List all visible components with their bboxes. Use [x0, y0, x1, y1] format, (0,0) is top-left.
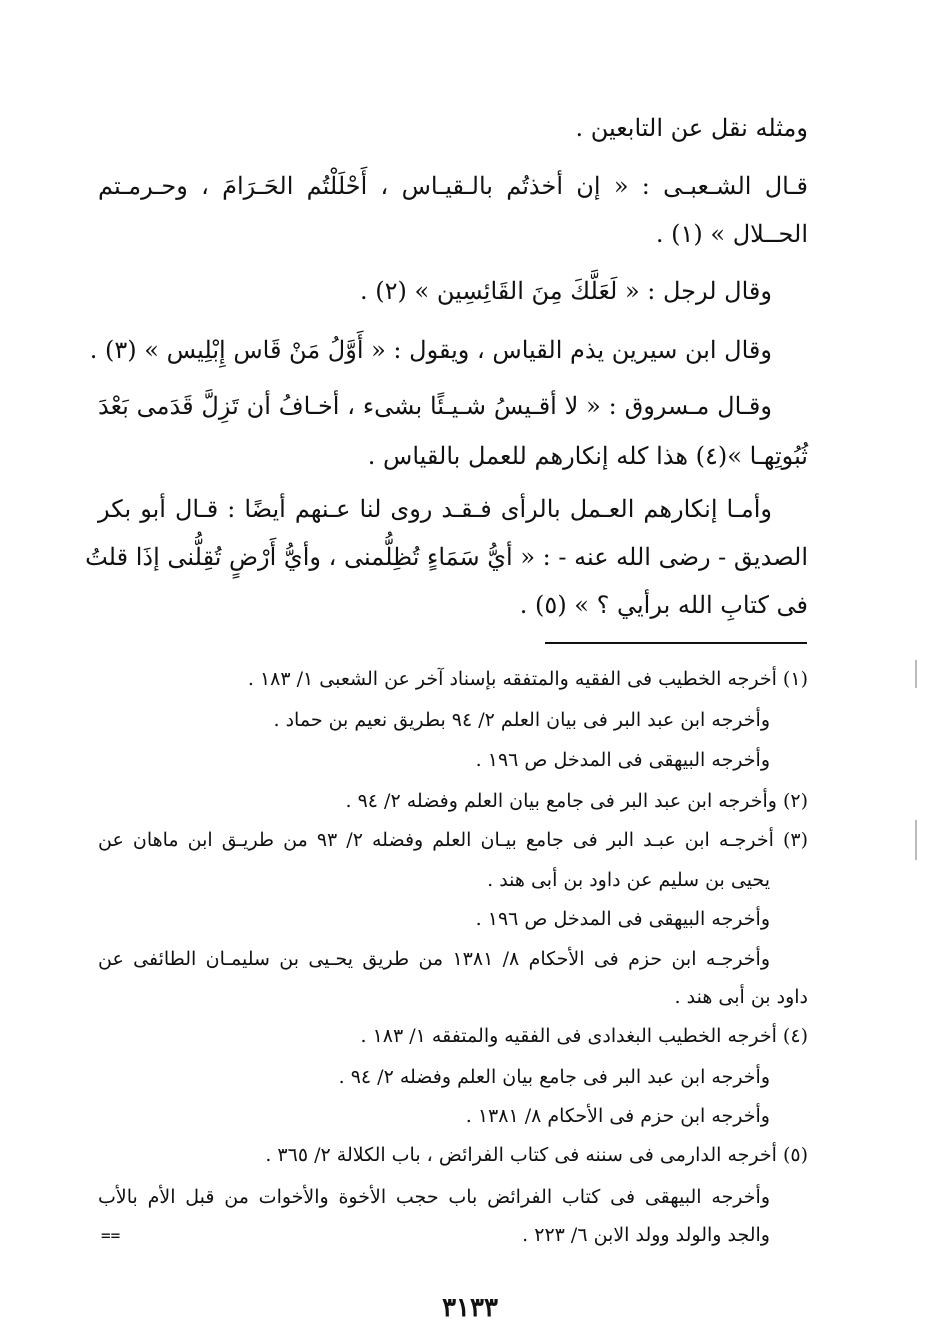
footnote-5-line-1: (٥) أخرجه الدارمى فى سننه فى كتاب الفرائض ، باب الكلالة ٢/ ٣٦٥ . — [265, 1144, 808, 1166]
footnote-3-line-5: داود بن أبى هند . — [674, 986, 808, 1008]
body-line-6a: وأمـا إنكارهم العـمل بالرأى فـقـد روى لنا عـنهم أيضًا : قـال أبو بكر — [98, 495, 772, 523]
footnote-1-line-1: (١) أخرجه الخطيب فى الفقيه والمتفقه بإسناد آخر عن الشعبى ١/ ١٨٣ . — [247, 668, 808, 690]
body-line-6b: الصديق - رضى الله عنه - : « أيُّ سَمَاءٍ تُظِلُّمنى ، وأيُّ أَرْضٍ تُقِلُّنى إذَا قلتُ — [85, 543, 808, 571]
body-line-3: وقال لرجل : « لَعَلَّكَ مِنَ القَائِسِين » (٢) . — [360, 277, 772, 305]
body-line-6c: فى كتابِ الله برأيي ؟ » (٥) . — [519, 591, 808, 619]
page-number: ٣١٣٣ — [442, 1293, 498, 1323]
footnote-4-line-2: وأخرجه ابن عبد البر فى جامع بيان العلم وفضله ٢/ ٩٤ . — [338, 1066, 770, 1088]
footnote-2-line-1: (٢) وأخرجه ابن عبد البر فى جامع بيان العلم وفضله ٢/ ٩٤ . — [345, 790, 808, 812]
footnote-5-line-3: والجد والولد وولد الابن ٦/ ٢٢٣ . — [522, 1224, 770, 1246]
footnote-separator — [545, 642, 807, 644]
continuation-mark: == — [101, 1226, 121, 1245]
body-line-2a: قـال الشـعبـى : « إن أخذتُم بالـقيـاس ، أَحْلَلْتُم الحَـرَامَ ، وحـرمـتم — [98, 172, 808, 200]
footnote-1-line-3: وأخرجه البيهقى فى المدخل ص ١٩٦ . — [475, 749, 770, 771]
footnote-4-line-3: وأخرجه ابن حزم فى الأحكام ٨/ ١٣٨١ . — [465, 1105, 770, 1127]
scan-mark — [915, 660, 917, 688]
footnote-3-line-2: يحيى بن سليم عن داود بن أبى هند . — [487, 869, 770, 891]
footnote-5-line-2: وأخرجه البيهقى فى كتاب الفرائض باب حجب الأخوة والأخوات من قبل الأم بالأب — [98, 1186, 770, 1208]
scan-mark — [915, 820, 917, 860]
footnote-3-line-3: وأخرجه البيهقى فى المدخل ص ١٩٦ . — [475, 908, 770, 930]
footnote-3-line-4: وأخرجـه ابن حزم فى الأحكام ٨/ ١٣٨١ من طريق يحـيى بن سليمـان الطائفى عن — [98, 948, 770, 970]
footnote-1-line-2: وأخرجه ابن عبد البر فى بيان العلم ٢/ ٩٤ بطريق نعيم بن حماد . — [273, 709, 770, 731]
body-line-1: ومثله نقل عن التابعين . — [575, 114, 808, 142]
body-line-5a: وقـال مـسروق : « لا أقـيسُ شـيـئًا بشىء ، أخـافُ أن تَزِلَّ قَدَمى بَعْدَ — [98, 392, 772, 420]
footnote-4-line-1: (٤) أخرجه الخطيب البغدادى فى الفقيه والمتفقه ١/ ١٨٣ . — [360, 1025, 808, 1047]
body-line-4: وقال ابن سيرين يذم القياس ، ويقول : « أَوَّلُ مَنْ قَاس إِبْلِيس » (٣) . — [89, 336, 772, 364]
body-line-2b: الحــلال » (١) . — [655, 220, 808, 248]
body-line-5b: ثُبُوتِهـا »(٤) هذا كله إنكارهم للعمل بالقياس . — [367, 442, 808, 470]
footnote-3-line-1: (٣) أخرجـه ابن عبـد البر فى جامع بيـان العلم وفضله ٢/ ٩٣ من طريـق ابن ماهان عن — [98, 829, 808, 851]
